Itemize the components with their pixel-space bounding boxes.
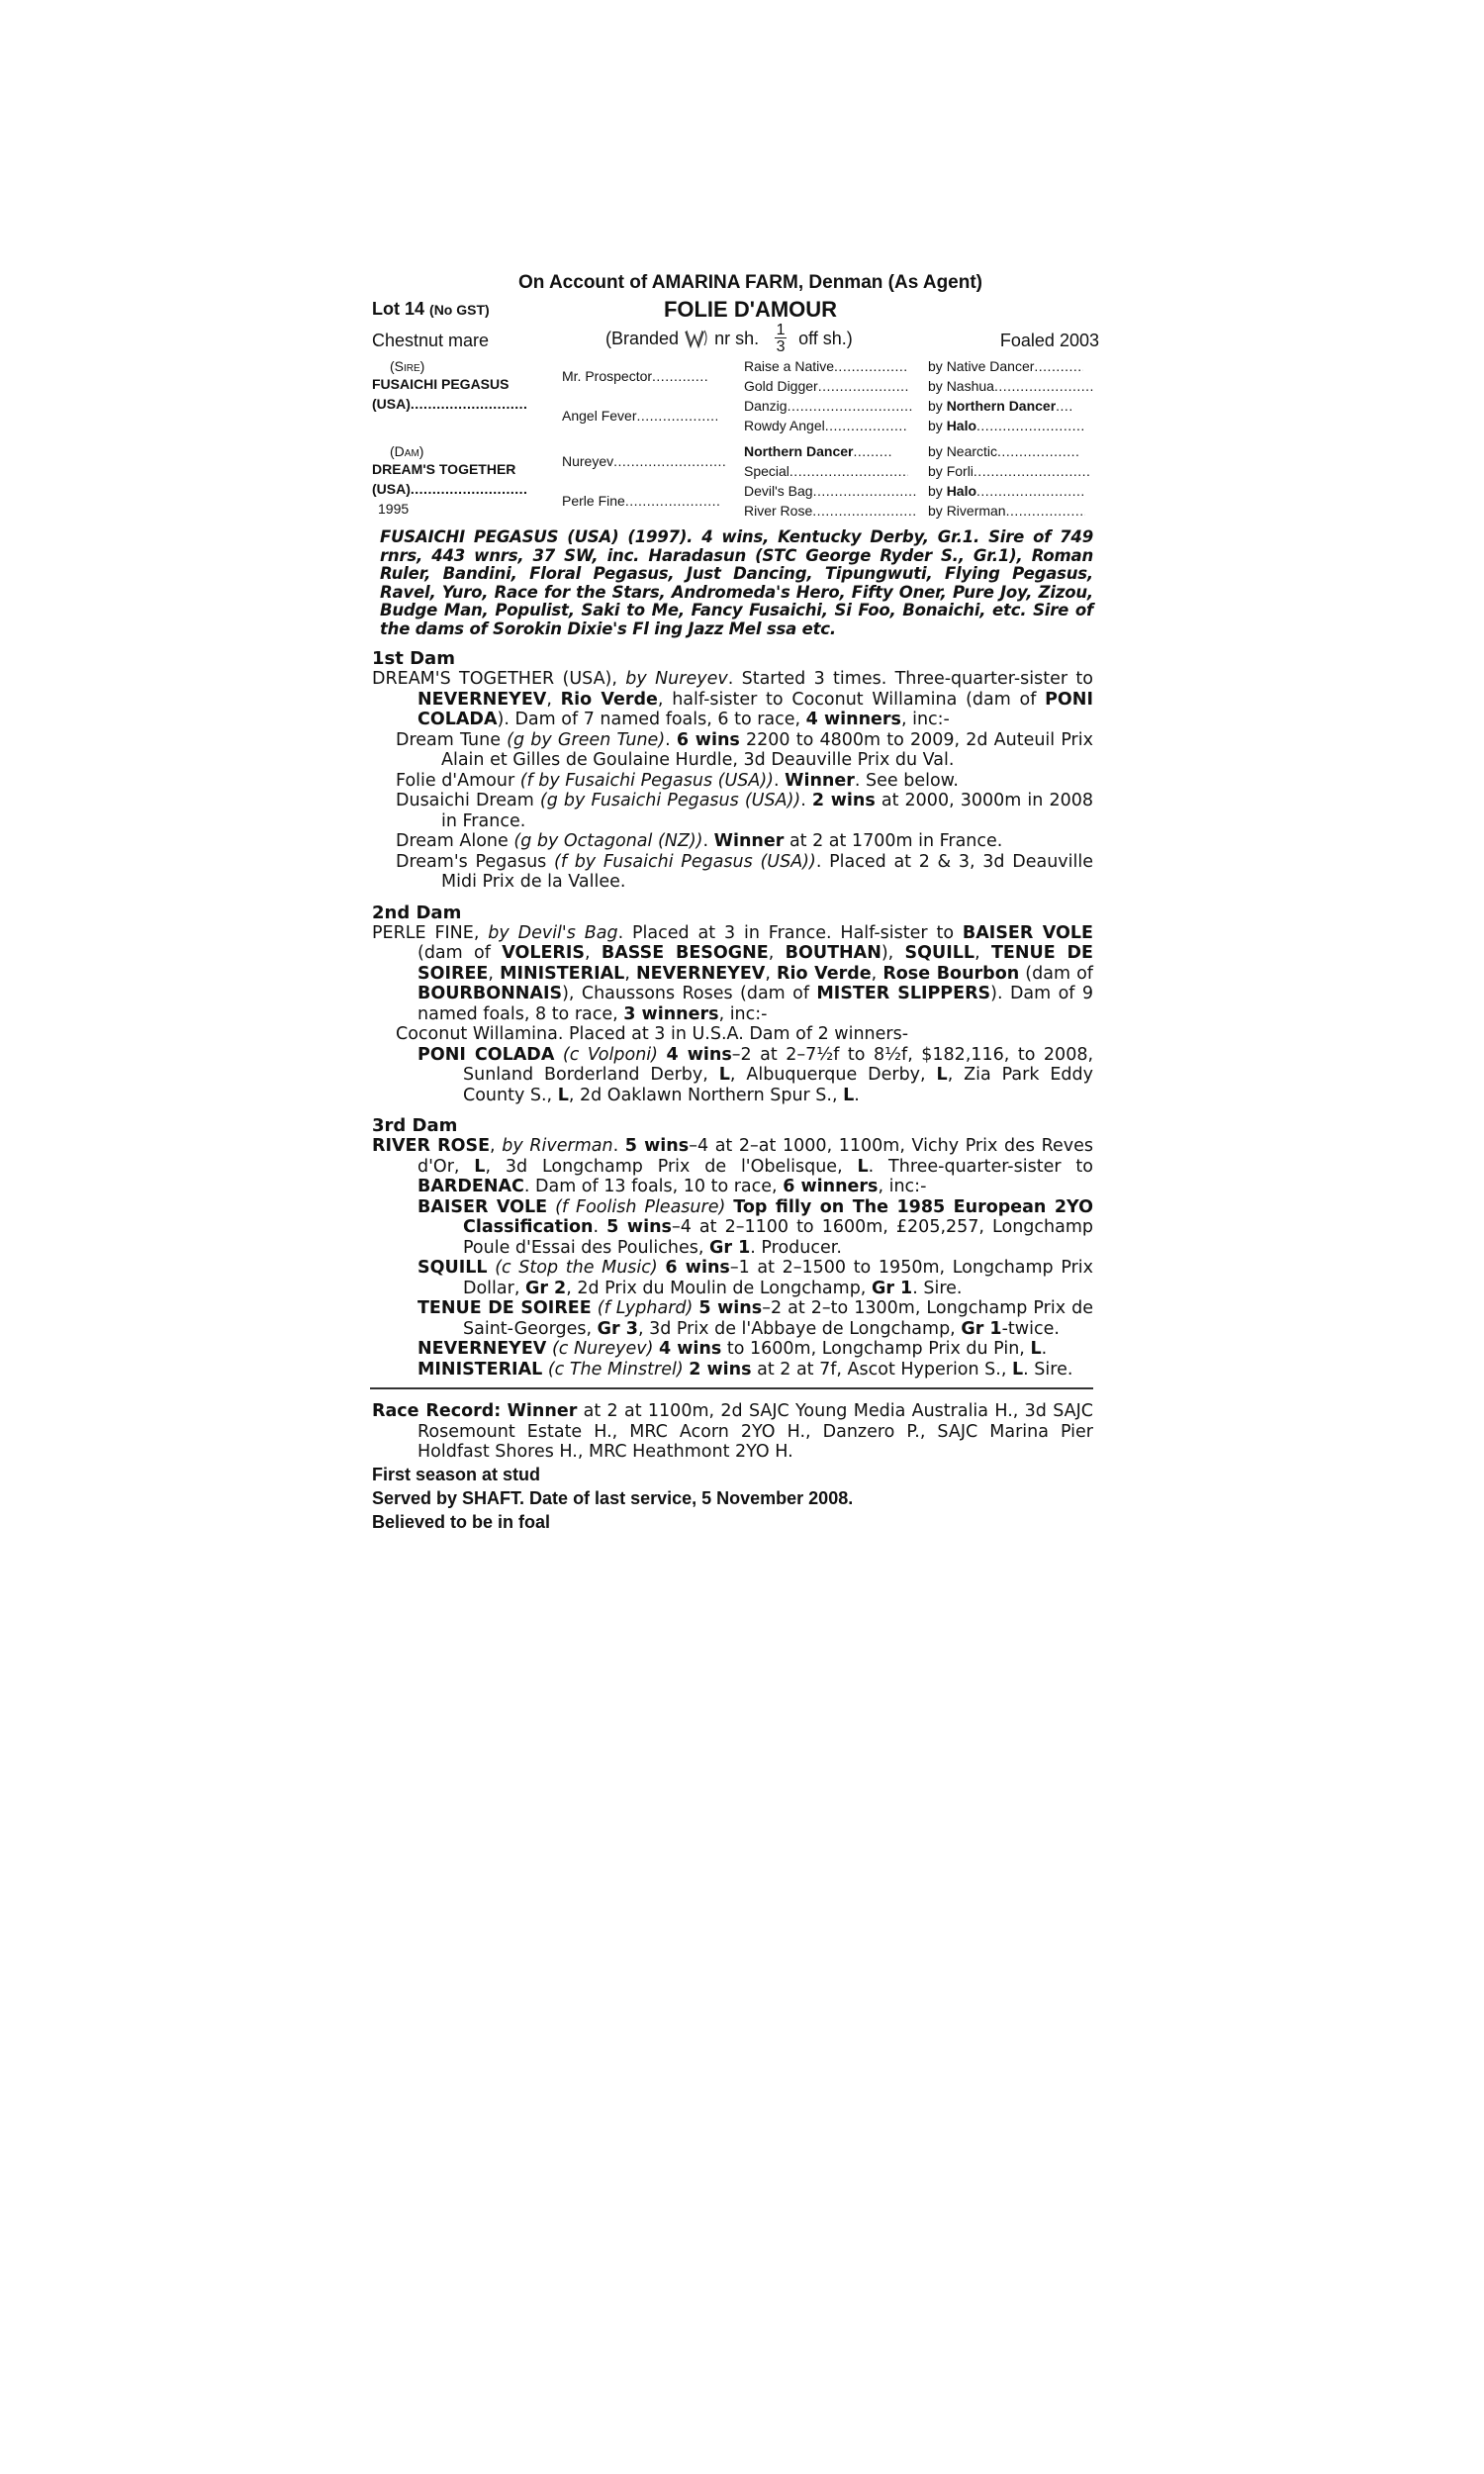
grandsire-1: Mr. Prospector..... <box>562 368 707 384</box>
gst-note: (No GST) <box>429 302 490 318</box>
sire-name: FUSAICHI PEGASUS <box>372 376 510 392</box>
foal-entry: MINISTERIAL (c The Minstrel) 2 wins at 2 at 7f, Ascot Hyperion S., L. Sire. <box>417 1359 1073 1380</box>
sire-label: (Sire) <box>390 358 425 374</box>
brand-mid: nr sh. <box>714 328 760 348</box>
granddam-2: Perle Fine..... <box>562 493 720 509</box>
consignor-line: On Account of AMARINA FARM, Denman (As Agent) <box>518 272 982 293</box>
foal-entry: Folie d'Amour (f by Fusaichi Pegasus (USA)). Winner. See below. <box>396 770 959 791</box>
description-line <box>372 323 1109 356</box>
pedigree-table <box>372 356 1109 523</box>
horse-name: FOLIE D'AMOUR <box>663 297 838 322</box>
gen3-8: River Rose..... <box>744 503 915 519</box>
brand-prefix: (Branded <box>605 328 680 348</box>
foal-entry: Dusaichi Dream (g by Fusaichi Pegasus (USA)). 2 wins at 2000, 3000m in 2008 in France. <box>396 791 1093 831</box>
gen4-5: by Nearctic..... <box>928 443 1078 459</box>
gen3-2: Gold Digger..... <box>744 378 909 394</box>
fraction-denominator: 3 <box>776 338 786 355</box>
brand-mark-icon <box>683 328 710 349</box>
gen3-6: Special..... <box>744 463 908 479</box>
third-dam-section <box>372 1115 1109 1380</box>
gen3-3: Danzig..... <box>744 398 914 414</box>
gen4-1: by Native Dancer..... <box>928 358 1083 374</box>
dam-country: (USA)..... <box>372 481 527 497</box>
dam-name: DREAM'S TOGETHER <box>372 461 516 477</box>
grandson-entry: PONI COLADA (c Volponi) 4 wins–2 at 2–7½f to 8½f, $182,116, to 2008, Sunland Borderland Derby, L, Albuquerque Derby, L, Zia Park Eddy County S., L, 2d Oaklawn Northern Spur S., L. <box>417 1044 1094 1105</box>
second-dam-section <box>372 903 1109 1106</box>
foal-entry: Dream's Pegasus (f by Fusaichi Pegasus (USA)). Placed at 2 & 3, 3d Deauville Midi Prix de la Vallee. <box>396 851 1094 892</box>
brand-suffix: off sh.) <box>798 328 853 348</box>
gen3-4: Rowdy Angel..... <box>744 418 906 433</box>
catalogue-page <box>372 269 1109 1534</box>
dam-foal-year: 1995 <box>378 501 410 517</box>
first-dam-paragraph: DREAM'S TOGETHER (USA), by Nureyev. Started 3 times. Three-quarter-sister to NEVERNEYEV, Rio Verde, half-sister to Coconut Willamina (dam of PONI COLADA). Dam of 7 named foals, 6 to race, 4 winners, inc:- <box>372 669 1093 729</box>
race-record: Race Record: Winner at 2 at 1100m, 2d SAJC Young Media Australia H., 3d SAJC Rosemount Estate H., MRC Acorn 2YO H., Danzero P., SAJC Marina Pier Holdfast Shores H., MRC Heathmont 2YO H. <box>372 1401 1093 1462</box>
third-dam-heading: 3rd Dam <box>372 1115 458 1136</box>
dam-label: (Dam) <box>390 443 424 459</box>
second-dam-paragraph: PERLE FINE, by Devil's Bag. Placed at 3 in France. Half-sister to BAISER VOLE (dam of VOLERIS, BASSE BESOGNE, BOUTHAN), SQUILL, TENUE DE SOIREE, MINISTERIAL, NEVERNEYEV, Rio Verde, Rose Bourbon (dam of BOURBONNAIS), Chaussons Roses (dam of MISTER SLIPPERS). Dam of 9 named foals, 8 to race, 3 winners, inc:- <box>372 922 1093 1024</box>
foal-status-note: Believed to be in foal <box>372 1511 551 1532</box>
brand-fraction <box>775 323 787 354</box>
gen4-8: by Riverman..... <box>928 503 1085 519</box>
gen3-1: Raise a Native..... <box>744 358 907 374</box>
first-dam-heading: 1st Dam <box>372 648 455 669</box>
foal-entry: SQUILL (c Stop the Music) 6 wins–1 at 2–1500 to 1950m, Longchamp Prix Dollar, Gr 2, 2d Prix du Moulin de Longchamp, Gr 1. Sire. <box>417 1258 1093 1298</box>
foal-entry: BAISER VOLE (f Foolish Pleasure) Top filly on The 1985 European 2YO Classification. 5 wins–4 at 2–1100 to 1600m, £205,257, Longchamp Poule d'Essai des Pouliches, Gr 1. Producer. <box>417 1196 1093 1258</box>
lot-label: Lot 14 <box>372 299 425 319</box>
second-dam-heading: 2nd Dam <box>372 902 462 923</box>
gen4-7: by Halo..... <box>928 483 1085 499</box>
first-dam-section <box>372 648 1109 893</box>
lot-line <box>372 297 1109 323</box>
brand-description <box>605 323 853 354</box>
third-dam-paragraph: RIVER ROSE, by Riverman. 5 wins–4 at 2–at 1000, 1100m, Vichy Prix des Reves d'Or, L, 3d Longchamp Prix de l'Obelisque, L. Three-quarter-sister to BARDENAC. Dam of 13 foals, 10 to race, 6 winners, inc:- <box>372 1136 1093 1196</box>
gen4-4: by Halo..... <box>928 418 1085 433</box>
colour-sex: Chestnut mare <box>372 331 490 350</box>
sire-country: (USA)..... <box>372 396 527 412</box>
sire-summary: FUSAICHI PEGASUS (USA) (1997). 4 wins, Kentucky Derby, Gr.1. Sire of 749 rnrs, 443 wnrs, 37 SW, inc. Haradasun (STC George Ryder S., Gr.1), Roman Ruler, Bandini, Floral Pegasus, Just Dancing, Tipungwuti, Flying Pegasus, Ravel, Yuro, Race for the Stars, Andromeda's Hero, Fifty Oner, Pure Joy, Zizou, Budge Man, Populist, Saki to Me, Fancy Fusaichi, Si Foo, Bonaichi, etc. Sire of the dams of Sorokin Dixie's Fl ing Jazz Mel ssa etc. <box>380 527 1093 638</box>
granddam-1: Angel Fever..... <box>562 408 717 424</box>
grandsire-2: Nureyev..... <box>562 453 726 469</box>
fraction-numerator: 1 <box>776 322 786 338</box>
section-divider <box>370 1387 1093 1389</box>
foaled-year: Foaled 2003 <box>999 331 1099 350</box>
gen4-3: by Northern Dancer..... <box>928 398 1073 414</box>
gen3-5: Northern Dancer..... <box>744 443 892 459</box>
foal-entry: NEVERNEYEV (c Nureyev) 4 wins to 1600m, Longchamp Prix du Pin, L. <box>417 1339 1048 1359</box>
foal-entry: Dream Tune (g by Green Tune). 6 wins 2200 to 4800m to 2009, 2d Auteuil Prix Alain et Gilles de Goulaine Hurdle, 3d Deauville Prix du Val. <box>396 729 1093 770</box>
gen4-2: by Nashua..... <box>928 378 1093 394</box>
gen4-6: by Forli..... <box>928 463 1090 479</box>
foal-entry: Dream Alone (g by Octagonal (NZ)). Winner at 2 at 1700m in France. <box>396 831 1003 851</box>
stud-note: First season at stud <box>372 1464 541 1484</box>
service-note: Served by SHAFT. Date of last service, 5 November 2008. <box>372 1487 854 1508</box>
gen3-7: Devil's Bag..... <box>744 483 916 499</box>
daughter-entry: Coconut Willamina. Placed at 3 in U.S.A. Dam of 2 winners- <box>396 1024 909 1044</box>
foal-entry: TENUE DE SOIREE (f Lyphard) 5 wins–2 at 2–to 1300m, Longchamp Prix de Saint-Georges, Gr 3, 3d Prix de l'Abbaye de Longchamp, Gr 1-twice. <box>417 1298 1093 1339</box>
